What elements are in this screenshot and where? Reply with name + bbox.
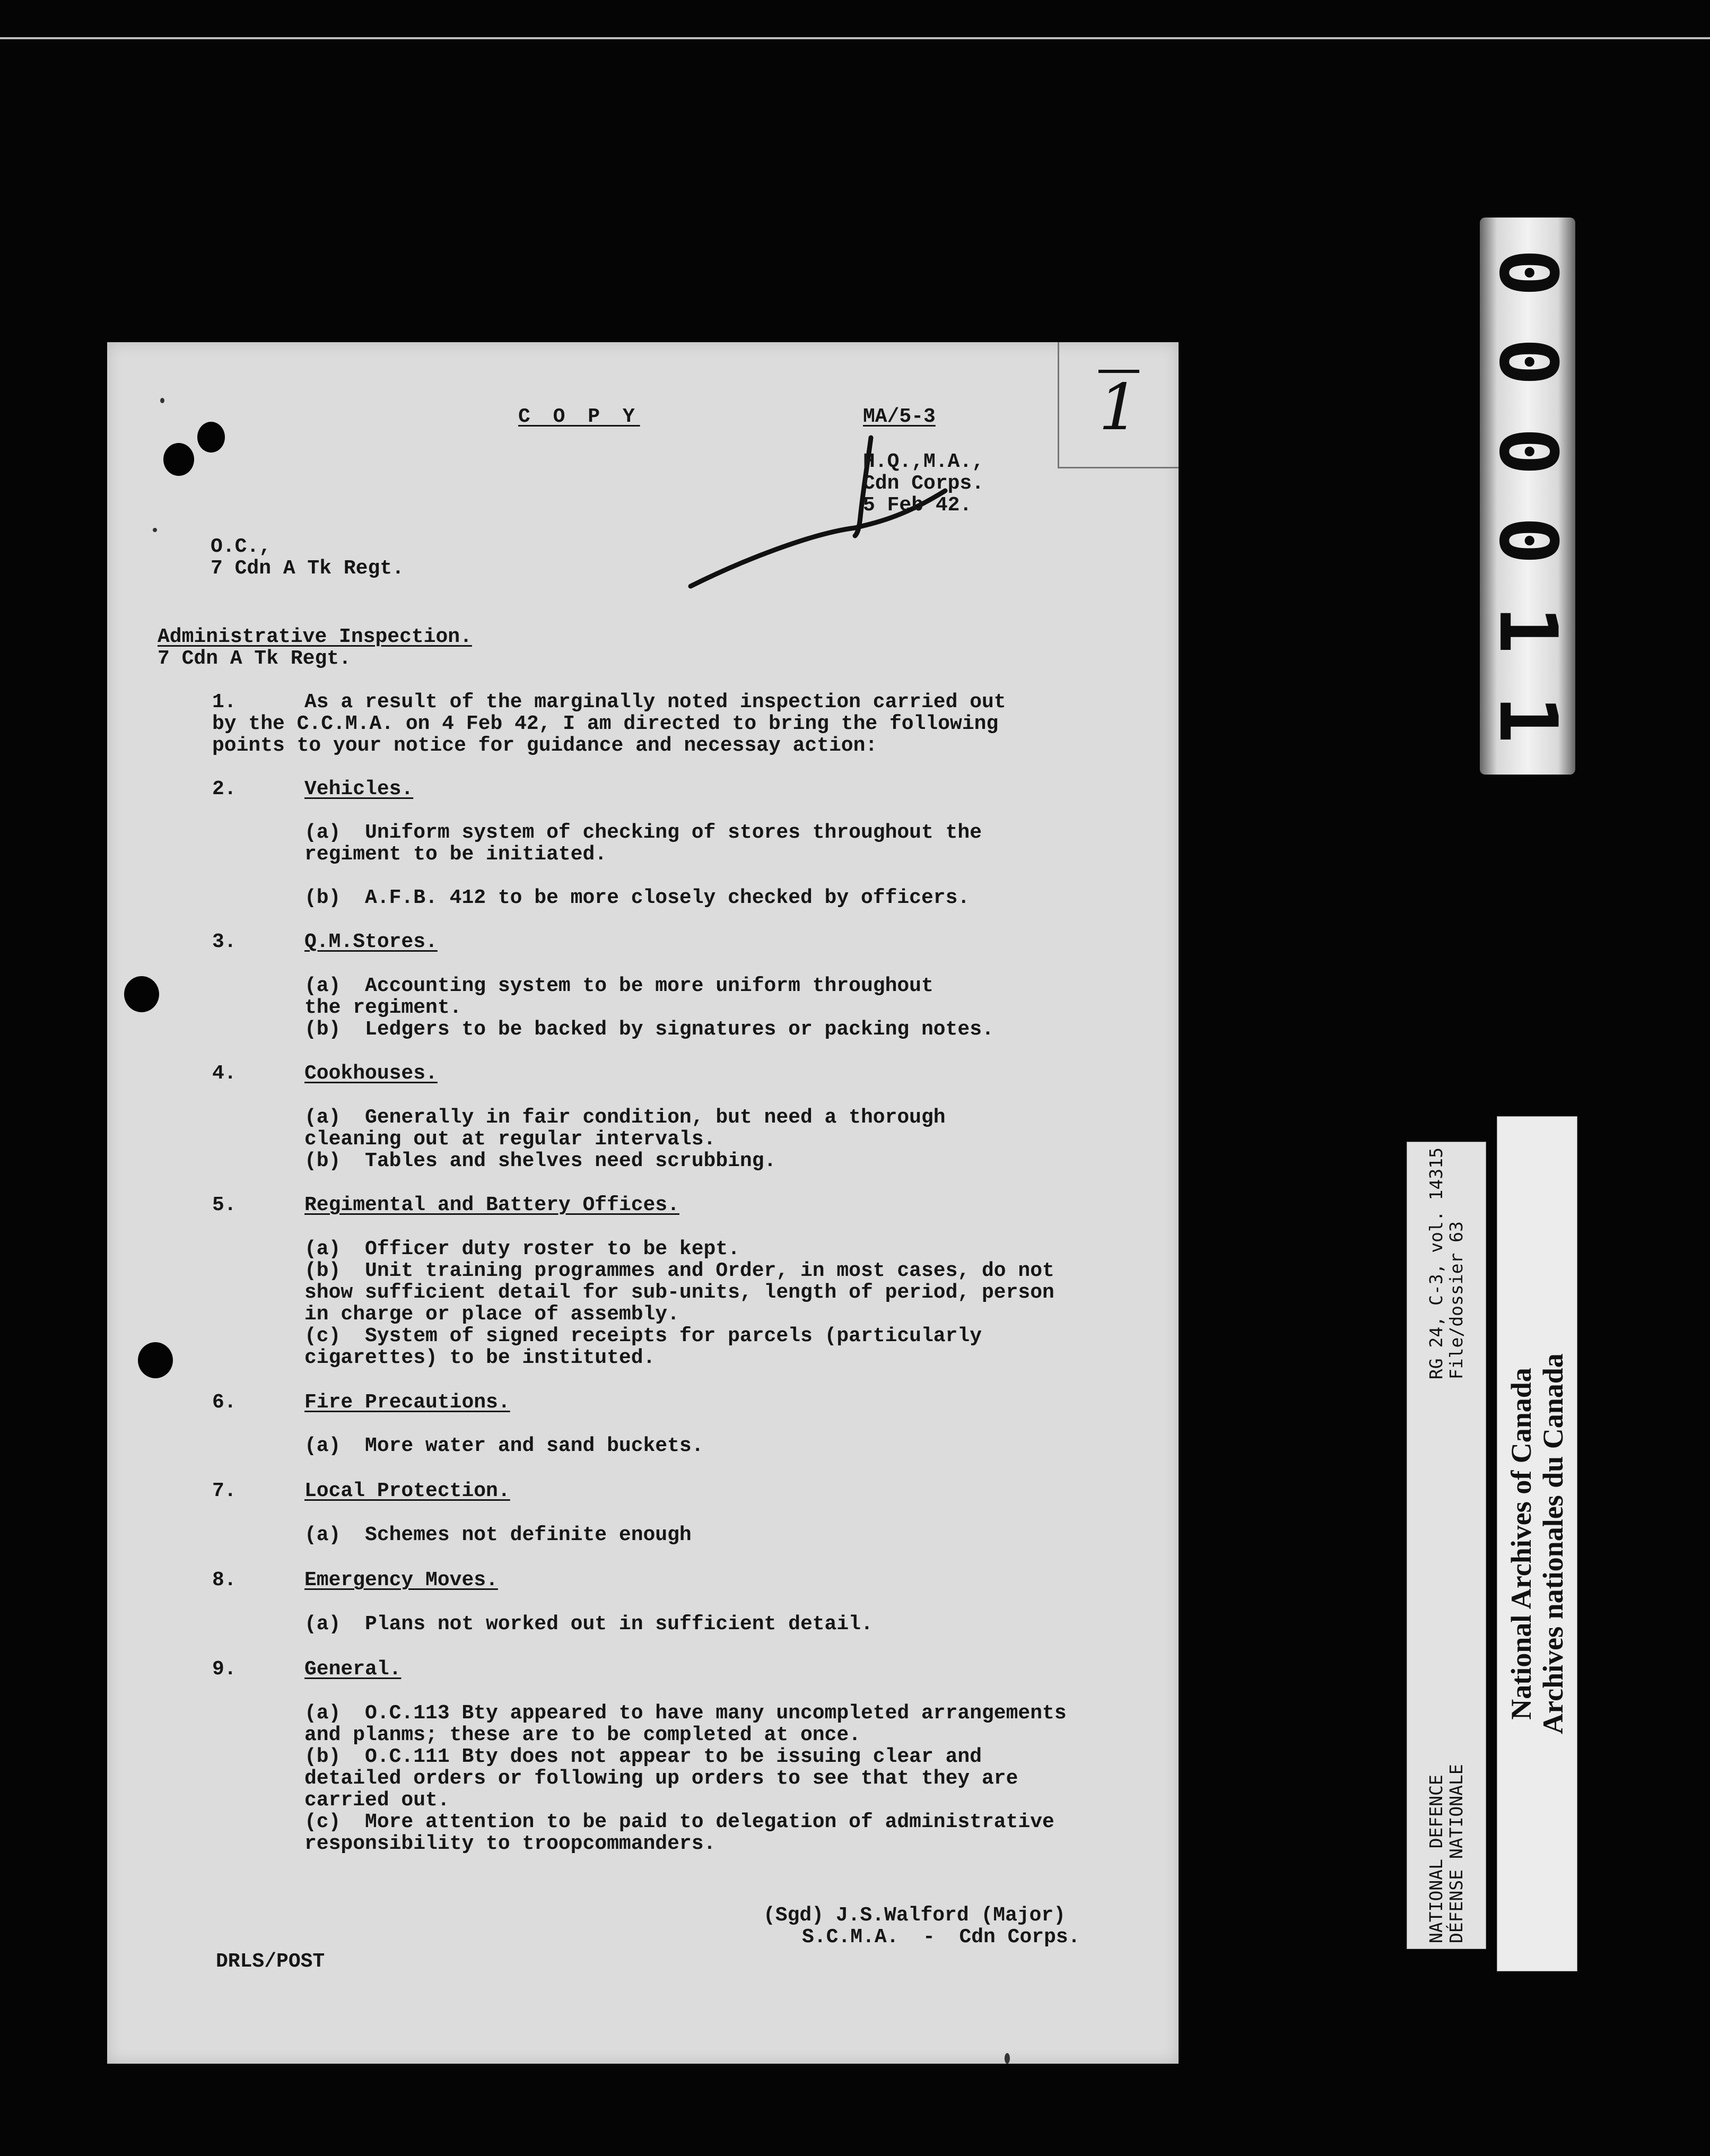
paragraph-line: points to your notice for guidance and necessay action: (212, 734, 878, 757)
item-line: regiment to be initiated. (304, 843, 607, 866)
sender-line: Cdn Corps. (863, 472, 984, 495)
subject-unit: 7 Cdn A Tk Regt. (158, 647, 351, 670)
item-line: (b) Unit training programmes and Order, in most cases, do not (304, 1259, 1054, 1282)
section-heading: Cookhouses. (304, 1062, 438, 1085)
binder-hole (124, 976, 159, 1012)
section-heading: General. (304, 1658, 402, 1681)
item-line: show sufficient detail for sub-units, length of period, person (304, 1281, 1054, 1304)
item-line: (a) Accounting system to be more uniform throughout (304, 975, 933, 997)
item-line: (a) More water and sand buckets. (304, 1435, 704, 1457)
signature-title: S.C.M.A. - Cdn Corps. (802, 1926, 1080, 1949)
section-heading: Regimental and Battery Offices. (304, 1194, 679, 1216)
archives-stamp (1497, 1116, 1577, 1971)
frame-counter-digit: 0 (1481, 427, 1574, 475)
item-line: (a) Uniform system of checking of stores throughout the (304, 821, 982, 844)
frame-counter-digit: 1 (1481, 695, 1574, 743)
item-line: (c) System of signed receipts for parcels (particularly (304, 1325, 982, 1347)
paragraph-line: As a result of the marginally noted inspection carried out (304, 691, 1006, 714)
page-number-box (1058, 342, 1179, 468)
item-line: (a) Schemes not definite enough (304, 1524, 692, 1546)
speck-mark (153, 528, 157, 532)
section-heading: Emergency Moves. (304, 1569, 498, 1592)
item-line: carried out. (304, 1789, 450, 1812)
signature-line: (Sgd) J.S.Walford (Major) (763, 1904, 1066, 1927)
item-line: (a) Plans not worked out in sufficient detail. (304, 1613, 873, 1636)
archives-stamp-line: Archives nationales du Canada (1537, 1353, 1569, 1734)
department-block: NATIONAL DEFENCE DÉFENSE NATIONALE (1426, 1764, 1467, 1943)
reference-block: RG 24, C-3, vol. 14315 File/dossier 63 (1426, 1147, 1467, 1380)
copy-heading: C O P Y (518, 405, 640, 428)
section-heading: Fire Precautions. (304, 1391, 510, 1414)
archive-reference-label (1407, 1142, 1486, 1949)
document-page (107, 342, 1179, 2064)
item-line: (b) Tables and shelves need scrubbing. (304, 1150, 777, 1172)
paragraph-number: 6. (212, 1391, 237, 1414)
item-line: detailed orders or following up orders to see that they are (304, 1767, 1018, 1790)
date-line: 5 Feb 42. (863, 494, 972, 517)
paragraph-number: 9. (212, 1658, 237, 1681)
dispatch-note: DRLS/POST (216, 1950, 325, 1973)
addressee-line: 7 Cdn A Tk Regt. (211, 557, 404, 580)
frame-counter-digit: 0 (1481, 338, 1574, 386)
file-reference: MA/5-3 (863, 405, 936, 428)
paragraph-number: 5. (212, 1194, 237, 1216)
binder-hole (163, 443, 194, 476)
film-edge-line (0, 37, 1710, 39)
paragraph-number: 2. (212, 778, 237, 801)
item-line: (b) Ledgers to be backed by signatures or packing notes. (304, 1018, 994, 1041)
paragraph-number: 7. (212, 1480, 237, 1502)
paragraph-number: 3. (212, 931, 237, 953)
section-heading: Vehicles. (304, 778, 414, 801)
item-line: (b) O.C.111 Bty does not appear to be issuing clear and (304, 1745, 982, 1768)
speck-mark (160, 398, 164, 403)
item-line: (c) More attention to be paid to delegation of administrative (304, 1811, 1054, 1833)
section-heading: Q.M.Stores. (304, 931, 438, 953)
item-line: (a) Officer duty roster to be kept. (304, 1238, 740, 1260)
binder-hole (138, 1342, 173, 1378)
addressee-line: O.C., (211, 535, 272, 558)
handwritten-page-number: 1 (1098, 370, 1139, 445)
sender-line: H.Q.,M.A., (863, 450, 984, 473)
section-heading: Local Protection. (304, 1480, 510, 1502)
item-line: the regiment. (304, 996, 462, 1019)
frame-counter-digit: 0 (1481, 249, 1574, 297)
paragraph-number: 8. (212, 1569, 237, 1592)
item-line: (a) O.C.113 Bty appeared to have many uncompleted arrangements (304, 1702, 1067, 1725)
item-line: cigarettes) to be instituted. (304, 1346, 656, 1369)
binder-hole (197, 422, 225, 453)
frame-counter-digit: 0 (1481, 516, 1574, 565)
item-line: (b) A.F.B. 412 to be more closely checked by officers. (304, 886, 970, 909)
item-line: in charge or place of assembly. (304, 1303, 679, 1326)
item-line: cleaning out at regular intervals. (304, 1128, 716, 1151)
frame-counter-digit: 1 (1481, 606, 1574, 654)
item-line: (a) Generally in fair condition, but need a thorough (304, 1106, 946, 1129)
archives-stamp-line: National Archives of Canada (1505, 1368, 1537, 1720)
item-line: responsibility to troopcommanders. (304, 1832, 716, 1855)
frame-counter-strip (1480, 218, 1575, 775)
paragraph-line: by the C.C.M.A. on 4 Feb 42, I am directed to bring the following (212, 712, 999, 735)
paragraph-number: 1. (212, 691, 237, 714)
paragraph-number: 4. (212, 1062, 237, 1085)
subject-title: Administrative Inspection. (158, 625, 472, 648)
item-line: and planms; these are to be completed at once. (304, 1724, 861, 1746)
speck-mark (1005, 2053, 1010, 2064)
